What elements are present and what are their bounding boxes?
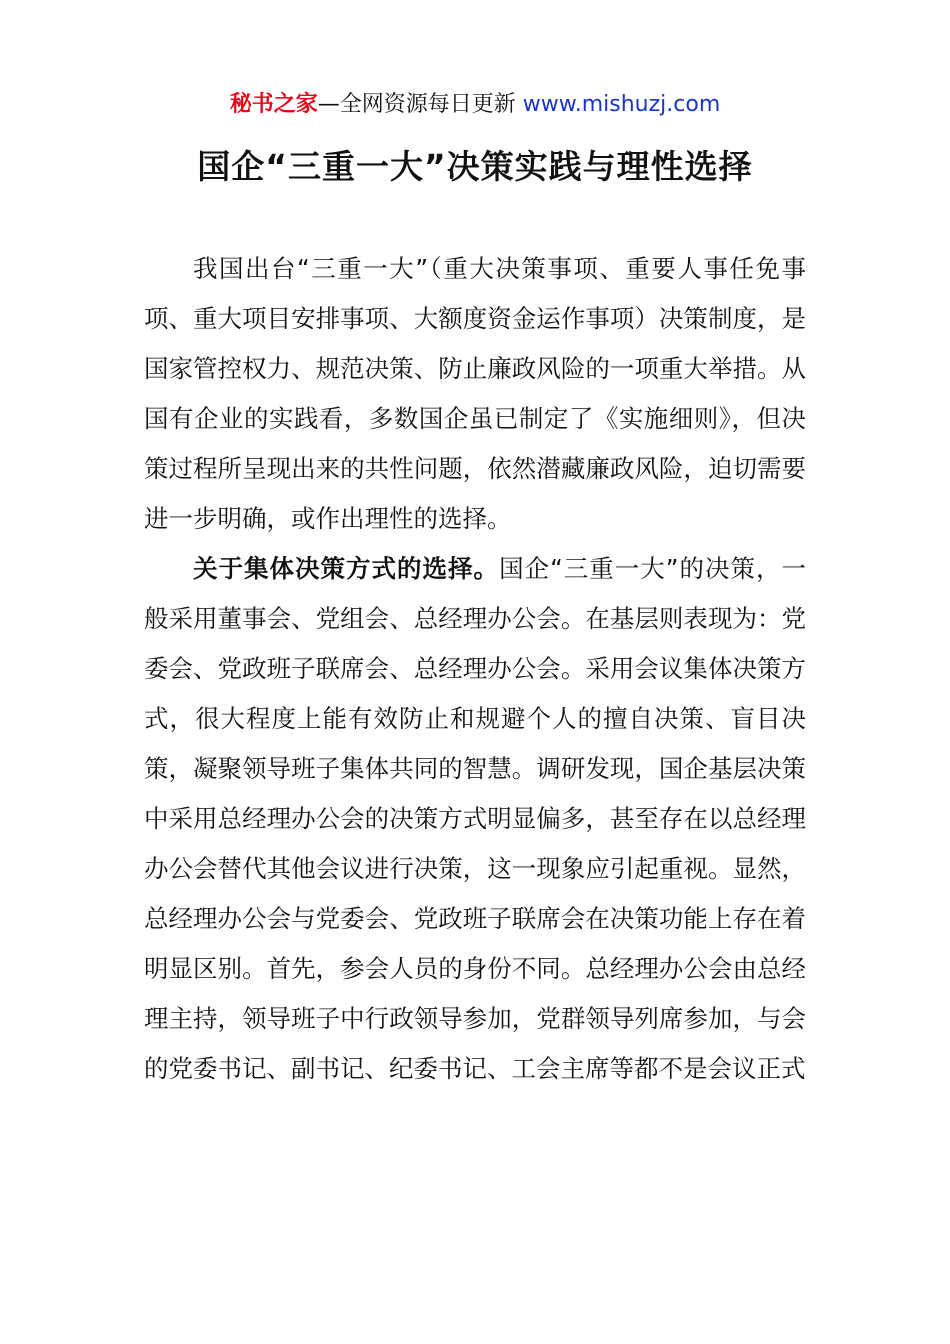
site-brand: 秘书之家 [229,92,318,117]
document-title: 国企“三重一大”决策实践与理性选择 [197,147,753,186]
paragraph-text: 我国出台“三重一大”（重大决策事项、重要人事任免事项、重大项目安排事项、大额度资金运作事项）决策制度，是国家管控权力、规范决策、防止廉政风险的一项重大举措。从国有企业的实践看，多数国企虽已制定了《实施细则》，但决策过程所呈现出来的共性问题，依然潜藏廉政风险，迫切需要进一步明确，或作出理性的选择。 [144,254,806,533]
site-url-link[interactable]: www.mishuzj.com [522,92,721,117]
paragraph-collective-decision [144,544,806,1094]
paragraph-intro [144,244,806,544]
article-body [144,244,806,1094]
paragraph-lead: 关于集体决策方式的选择。 [193,554,500,583]
site-header [0,90,950,120]
paragraph-text: 国企“三重一大”的决策，一般采用董事会、党组会、总经理办公会。在基层则表现为：党委会、党政班子联席会、总经理办公会。采用会议集体决策方式，很大程度上能有效防止和规避个人的擅自决策、盲目决策，凝聚领导班子集体共同的智慧。调研发现，国企基层决策中采用总经理办公会的决策方式明显偏多，甚至存在以总经理办公会替代其他会议进行决策，这一现象应引起重视。显然，总经理办公会与党委会、党政班子联席会在决策功能上存在着明显区别。首先，参会人员的身份不同。总经理办公会由总经理主持，领导班子中行政领导参加，党群领导列席参加，与会的党委书记、副书记、纪委书记、工会主席等都不是会议正式 [144,554,807,1083]
site-tagline: —全网资源每日更新 [317,92,523,117]
